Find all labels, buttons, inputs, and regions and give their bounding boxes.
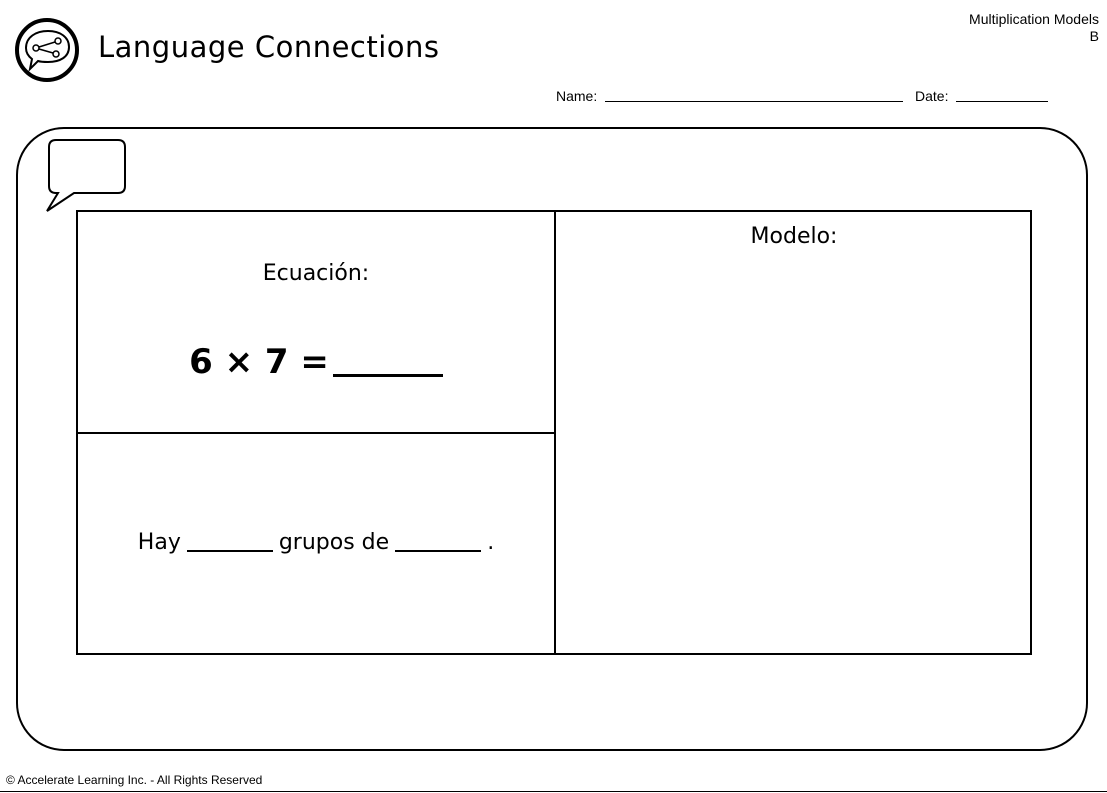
date-label: Date: — [915, 88, 949, 104]
footer-divider — [0, 791, 1107, 792]
language-connections-logo-icon — [14, 17, 80, 83]
name-label: Name: — [556, 88, 598, 104]
sentence-part2: grupos de — [278, 530, 390, 555]
worksheet-grid — [76, 210, 1032, 655]
sentence-part1: Hay — [137, 530, 181, 555]
document-title-line1: Multiplication Models — [969, 11, 1099, 27]
brand-title: Language Connections — [98, 30, 440, 64]
product-answer-blank[interactable] — [333, 340, 443, 377]
grid-horizontal-divider — [78, 432, 555, 434]
speech-bubble-icon — [44, 138, 130, 214]
date-field-line[interactable] — [956, 101, 1048, 102]
document-title-line2: B — [1089, 28, 1099, 44]
name-field-line[interactable] — [605, 101, 903, 102]
equation-expression — [78, 340, 554, 382]
equation-label: Ecuación: — [262, 261, 370, 286]
copyright-footer: © Accelerate Learning Inc. - All Rights Reserved — [6, 773, 263, 787]
equation-text: 6 × 7 = — [189, 342, 329, 382]
sentence-part3: . — [487, 530, 495, 555]
document-title — [969, 11, 1099, 45]
groups-count-blank[interactable] — [187, 530, 273, 552]
groups-sentence — [78, 530, 554, 555]
model-label: Modelo: — [750, 224, 838, 249]
group-size-blank[interactable] — [395, 530, 481, 552]
